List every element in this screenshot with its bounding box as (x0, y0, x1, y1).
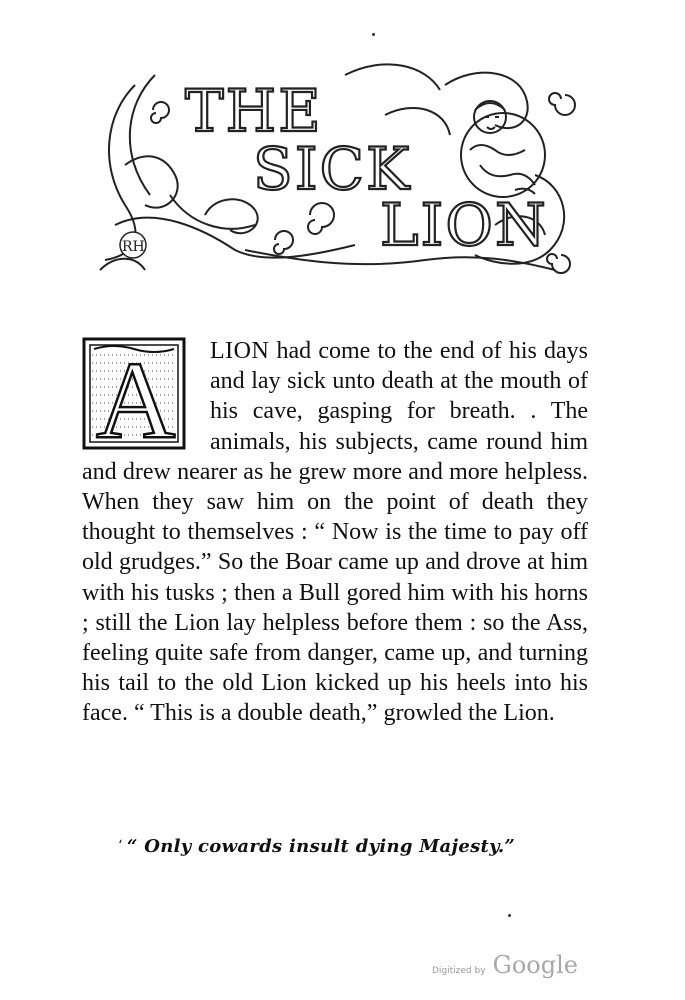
drop-cap-letter: A (96, 339, 176, 450)
watermark-prefix: Digitized by (432, 966, 486, 976)
fable-body: had come to the end of his days and lay sick unto death at the mouth of his cave, gasping for breath. . The animals, his subjects, came round him and drew nearer as he grew more and more helpless. When they saw him on the point of death they thought to themselves : “ Now is the time to pay off old grudges.” So the Boar came up and drove at him with his tusks ; then a Bull gored him with his horns ; still the Lion lay helpless before them : so the Ass, feeling quite safe from danger, came up, and turning his tail to the old Lion kicked up his heels into his face. “ This is a double death,” growled the Lion. (82, 338, 588, 727)
title-line-3: LION (380, 191, 548, 259)
title-line-2: SICK (253, 135, 412, 203)
moral-mark: ‘ (118, 838, 123, 854)
title-illustration (95, 55, 580, 280)
lion-figure (461, 101, 545, 197)
ink-speck (508, 914, 511, 917)
fable-moral: “ Only cowards insult dying Majesty.” (127, 836, 516, 857)
lead-word: LION (210, 338, 270, 364)
ink-speck (372, 33, 375, 36)
digitization-watermark (432, 951, 578, 979)
monogram: RH (122, 239, 145, 255)
drop-cap-space (82, 336, 210, 454)
title-line-1: THE (185, 77, 323, 145)
fable-text (82, 336, 588, 729)
watermark-logo: Google (492, 951, 578, 979)
title-illustration-svg (95, 55, 580, 280)
